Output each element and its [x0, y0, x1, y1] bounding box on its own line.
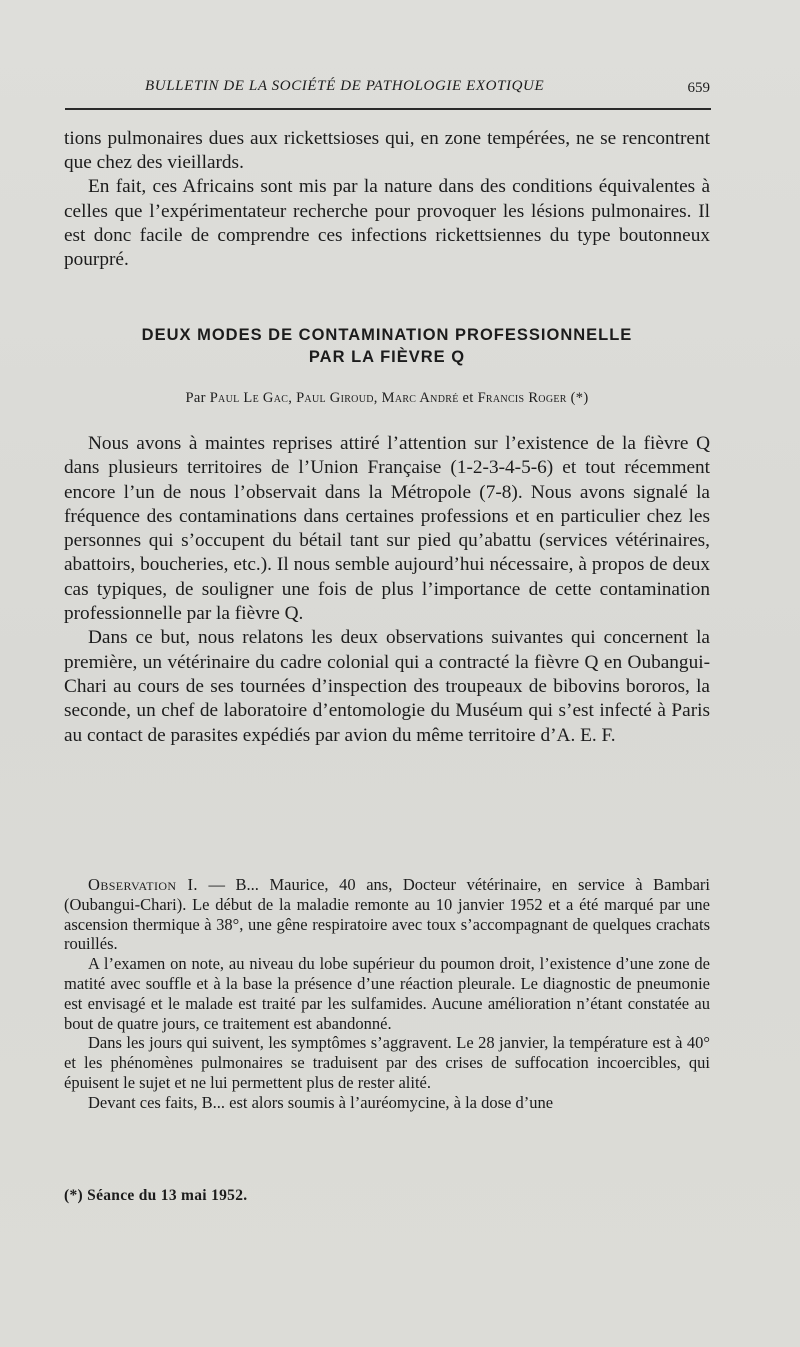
observation-paragraph-2: A l’examen on note, au niveau du lobe supérieur du poumon droit, l’existence d’une zone de matité avec souffle et à la base la présence d’une réaction pleurale. Le diagnostic de pneumonie est envisagé et le malade est traité par les sulfamides. Aucune amélioration n’étant constatée au bout de quatre jours, ce traitement est abandonné. — [64, 954, 710, 1033]
intro-paragraph-1: tions pulmonaires dues aux rickettsioses qui, en zone tempérées, ne se rencontrent que chez des vieillards. — [64, 128, 710, 174]
observation-paragraph-3: Dans les jours qui suivent, les symptômes s’aggravent. Le 28 janvier, la température est à 40° et les phénomènes pulmonaires se traduisent par des crises de suffocation incoercibles, qui épuisent le sujet et ne lui permettent plus de rester alité. — [64, 1033, 710, 1092]
article-body — [64, 432, 710, 748]
observation-section — [64, 875, 710, 1113]
intro-section — [64, 127, 710, 272]
observation-text-1: — B... Maurice, 40 ans, Docteur vétérinaire, en service à Bambari (Oubangui-Chari). Le début de la maladie remonte au 10 janvier 1952 et a été marqué par une ascension thermique à 38°, une gêne respiratoire avec toux s’accompagnant de quelques crachats rouillés. — [64, 875, 710, 954]
observation-paragraph-1 — [64, 875, 710, 954]
body-paragraph-1: Nous avons à maintes reprises attiré l’attention sur l’existence de la fièvre Q dans plusieurs territoires de l’Union Française (1-2-3-4-5-6) et tout récemment encore l’un de nous l’observait dans la Métropole (7-8). Nous avons signalé la fréquence des contaminations dans certaines professions et en particulier chez les personnes qui s’occupent du bétail tant sur pied qu’abattu (services vétérinaires, abattoirs, boucheries, etc.). Il nous semble aujourd’hui nécessaire, à propos de deux cas typiques, de souligner une fois de plus l’importance de cette contamination professionnelle par la fièvre Q. — [64, 433, 710, 625]
byline-et: et — [462, 390, 474, 406]
running-head — [65, 78, 710, 104]
byline-par: Par — [185, 390, 206, 406]
author-4: Francis Roger — [477, 390, 567, 406]
article-title-line-1: DEUX MODES DE CONTAMINATION PROFESSIONNELLE — [141, 326, 633, 344]
observation-label: Observation I. — [88, 875, 198, 894]
running-title: BULLETIN DE LA SOCIÉTÉ DE PATHOLOGIE EXOTIQUE — [145, 78, 545, 94]
observation-paragraph-4: Devant ces faits, B... est alors soumis à l’auréomycine, à la dose d’une — [88, 1092, 554, 1112]
header-rule — [65, 108, 711, 110]
body-paragraph-2: Dans ce but, nous relatons les deux observations suivantes qui concernent la première, un vétérinaire du cadre colonial qui a contracté la fièvre Q en Oubangui-Chari au cours de ses tournées d’inspection des troupeaux de bibovins bororos, la seconde, un chef de laboratoire d’entomologie du Muséum qui s’est infecté à Paris au contact de parasites expédiés par avion du même territoire d’A. E. F. — [64, 627, 710, 746]
byline-sep-1: , — [288, 390, 293, 406]
footnote-mark: (*) — [570, 390, 589, 406]
page-number: 659 — [687, 80, 710, 96]
article-title — [64, 324, 710, 368]
author-3: Marc André — [381, 390, 459, 406]
author-1: Paul Le Gac — [209, 390, 289, 406]
byline — [64, 390, 710, 407]
author-2: Paul Giroud — [296, 390, 374, 406]
intro-paragraph-2: En fait, ces Africains sont mis par la nature dans des conditions équivalentes à celles que l’expérimentateur recherche pour provoquer les lésions pulmonaires. Il est donc facile de comprendre ces infections rickettsiennes du type boutonneux pourpré. — [64, 176, 710, 271]
byline-sep-2: , — [373, 390, 378, 406]
article-title-line-2: PAR LA FIÈVRE Q — [308, 348, 466, 366]
footnote: (*) Séance du 13 mai 1952. — [64, 1187, 248, 1204]
